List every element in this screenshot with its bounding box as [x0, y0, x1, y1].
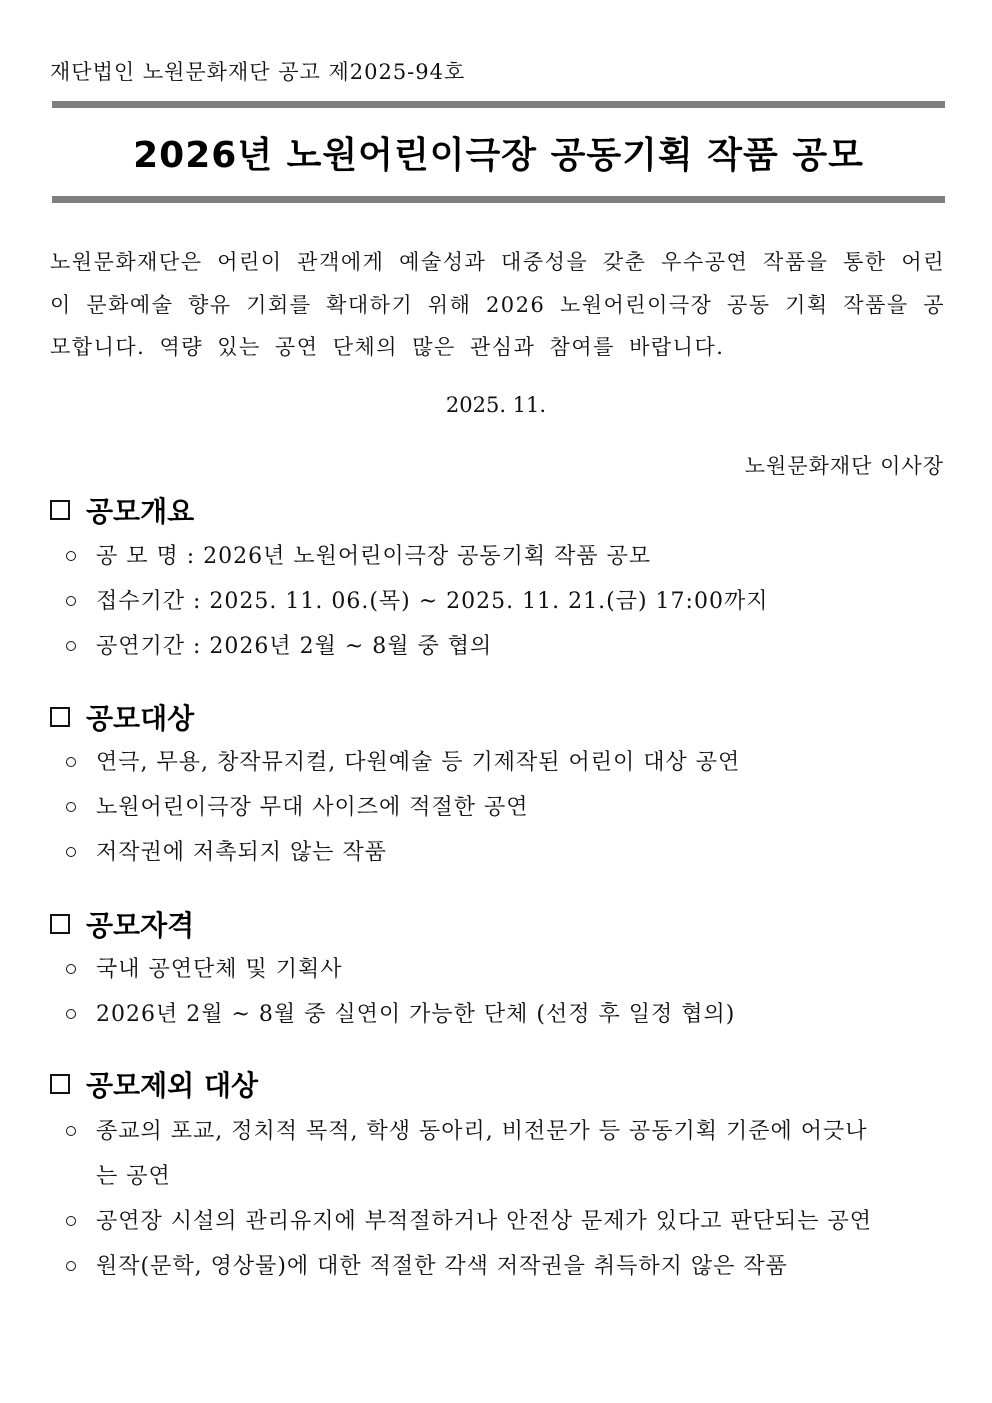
title-bottom-rule — [52, 196, 945, 203]
list-item-text: 원작(문학, 영상물)에 대한 적절한 각색 저작권을 취득하지 않은 작품 — [96, 1254, 788, 1279]
list-item-text: 2026년 2월 ~ 8월 중 실연이 가능한 단체 (선정 후 일정 협의) — [96, 1002, 736, 1027]
list-item — [62, 1109, 947, 1199]
section-heading-label: 공모대상 — [86, 702, 195, 735]
eligibility-list — [62, 947, 947, 1037]
circle-bullet-icon — [66, 847, 76, 857]
circle-bullet-icon — [66, 1216, 76, 1226]
overview-list — [62, 534, 947, 669]
section-heading-target — [50, 697, 194, 737]
circle-bullet-icon — [66, 641, 76, 651]
circle-bullet-icon — [66, 596, 76, 606]
target-list — [62, 740, 947, 875]
circle-bullet-icon — [66, 757, 76, 767]
section-heading-exclusions — [50, 1064, 258, 1104]
exclusions-list — [62, 1109, 947, 1289]
list-item — [62, 579, 947, 624]
list-item-text: 공연기간 : 2026년 2월 ~ 8월 중 협의 — [96, 634, 493, 659]
section-heading-label: 공모개요 — [86, 495, 195, 528]
signature: 노원문화재단 이사장 — [744, 454, 944, 478]
square-bullet-icon — [50, 914, 70, 934]
intro-paragraph: 노원문화재단은 어린이 관객에게 예술성과 대중성을 갖춘 우수공연 작품을 통한 어린이 문화예술 향유 기회를 확대하기 위해 2026 노원어린이극장 공동 기획 작품을 공모합니다. 역량 있는 공연 단체의 많은 관심과 참여를 바랍니다. — [50, 250, 945, 359]
list-item — [62, 740, 947, 785]
list-item — [62, 830, 947, 875]
square-bullet-icon — [50, 1074, 70, 1094]
circle-bullet-icon — [66, 1009, 76, 1019]
circle-bullet-icon — [66, 1261, 76, 1271]
list-item — [62, 1199, 947, 1244]
list-item-text: 종교의 포교, 정치적 목적, 학생 동아리, 비전문가 등 공동기획 기준에 어긋나는 공연 — [96, 1119, 868, 1189]
square-bullet-icon — [50, 707, 70, 727]
announcement-date: 2025. 11. — [445, 393, 547, 417]
circle-bullet-icon — [66, 551, 76, 561]
section-heading-label: 공모제외 대상 — [86, 1069, 259, 1102]
list-item-text: 접수기간 : 2025. 11. 06.(목) ~ 2025. 11. 21.(금) 17:00까지 — [96, 589, 769, 614]
list-item-text: 공 모 명 : 2026년 노원어린이극장 공동기획 작품 공모 — [96, 544, 652, 569]
list-item — [62, 534, 947, 579]
list-item — [62, 992, 947, 1037]
list-item — [62, 1244, 947, 1289]
notice-number: 재단법인 노원문화재단 공고 제2025-94호 — [50, 60, 466, 84]
section-heading-overview — [50, 490, 194, 530]
list-item — [62, 624, 947, 669]
section-heading-label: 공모자격 — [86, 909, 195, 942]
title-top-rule — [52, 101, 945, 108]
list-item-text: 노원어린이극장 무대 사이즈에 적절한 공연 — [96, 795, 529, 820]
circle-bullet-icon — [66, 1126, 76, 1136]
list-item-text: 저작권에 저촉되지 않는 작품 — [96, 840, 388, 865]
list-item-text: 연극, 무용, 창작뮤지컬, 다원예술 등 기제작된 어린이 대상 공연 — [96, 750, 741, 775]
section-heading-eligibility — [50, 904, 194, 944]
list-item — [62, 947, 947, 992]
list-item-text: 공연장 시설의 관리유지에 부적절하거나 안전상 문제가 있다고 판단되는 공연 — [96, 1209, 873, 1234]
circle-bullet-icon — [66, 802, 76, 812]
list-item-text: 국내 공연단체 및 기획사 — [96, 957, 343, 982]
list-item — [62, 785, 947, 830]
square-bullet-icon — [50, 500, 70, 520]
circle-bullet-icon — [66, 964, 76, 974]
page-title: 2026년 노원어린이극장 공동기획 작품 공모 — [133, 135, 864, 176]
